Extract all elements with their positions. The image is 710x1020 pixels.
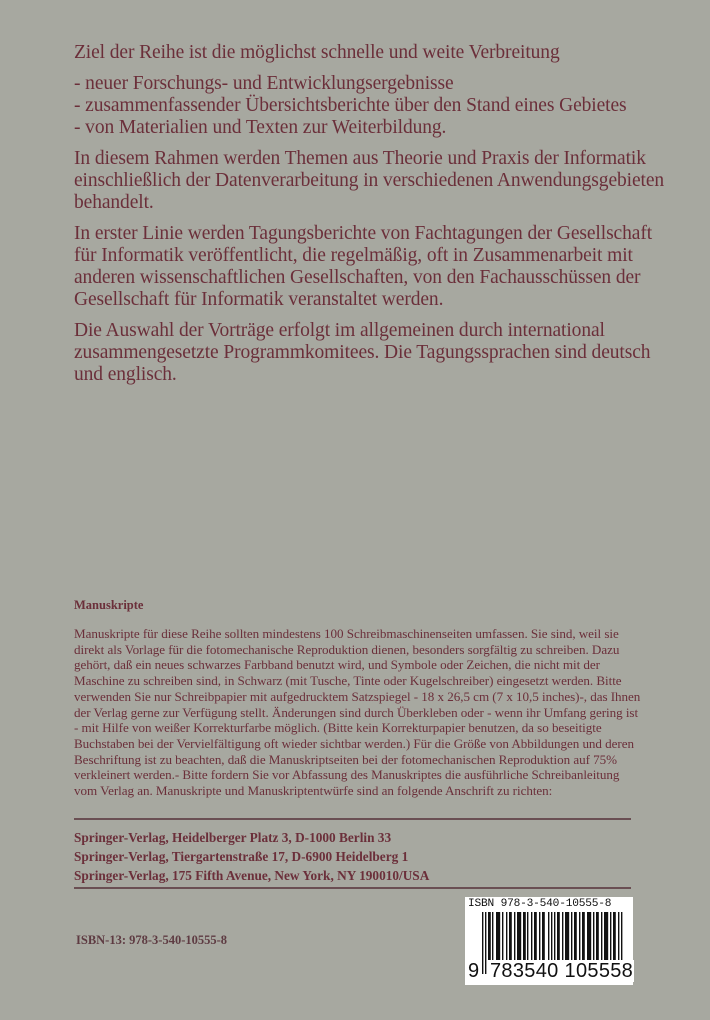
barcode-digits	[468, 960, 634, 982]
publisher-address: Springer-Verlag, Tiergartenstraße 17, D-6900 Heidelberg 1	[74, 849, 409, 864]
isbn-label: ISBN-13: 978-3-540-10555-8	[76, 933, 228, 947]
isbn-barcode	[465, 897, 633, 985]
manuscripts-heading: Manuskripte	[74, 598, 144, 612]
intro-paragraph-scope: In diesem Rahmen werden Themen aus Theorie und Praxis der Informatik einschließlich der Datenverarbeitung in verschiedenen Anwendungsgebieten behandelt.	[74, 148, 665, 213]
publisher-address-list	[74, 828, 429, 885]
intro-bullet: - von Materialien und Texten zur Weiterbildung.	[74, 117, 447, 138]
divider-bottom	[74, 887, 631, 889]
series-description	[74, 42, 674, 395]
publisher-address: Springer-Verlag, Heidelberger Platz 3, D-1000 Berlin 33	[74, 830, 392, 845]
intro-paragraph-selection: Die Auswahl der Vorträge erfolgt im allgemeinen durch international zusammengesetzte Programmkomitees. Die Tagungssprachen sind deutsch und englisch.	[74, 320, 651, 385]
barcode-isbn-text: ISBN 978-3-540-10555-8	[468, 898, 612, 910]
intro-paragraph-proceedings: In erster Linie werden Tagungsberichte von Fachtagungen der Gesellschaft für Informatik veröffentlicht, die regelmäßig, oft in Zusammenarbeit mit anderen wissenschaftlichen Gesellschaften, von den Fachausschüssen der Gesellschaft für Informatik veranstaltet werden.	[74, 223, 653, 310]
barcode-digit-group-left: 783540	[490, 960, 559, 982]
divider-top	[74, 818, 631, 820]
intro-bullet-list	[74, 73, 674, 139]
manuscripts-body: Manuskripte für diese Reihe sollten mindestens 100 Schreibmaschinenseiten umfassen. Sie sind, weil sie direkt als Vorlage für die fotomechanische Reproduktion dienen, besonders sorgfältig zu schreiben. Dazu gehört, daß ein neues schwarzes Farbband benutzt wird, und Symbole oder Zeichen, die nicht mit der Maschine zu schreiben sind, in Schwarz (mit Tusche, Tinte oder Kugelschreiber) eingesetzt werden. Bitte verwenden Sie nur Schreibpapier mit aufgedrucktem Satzspiegel - 18 x 26,5 cm (7 x 10,5 inches)-, das Ihnen der Verlag gerne zur Verfügung stellt. Änderungen sind durch Überkleben oder - wenn ihr Umfang gering ist - mit Hilfe von weißer Korrekturfarbe möglich. (Bitte kein Korrekturpapier benutzen, da so beseitigte Buchstaben bei der Vervielfältigung oft wieder sichtbar werden.) Für die Größe von Abbildungen und deren Beschriftung ist zu beachten, daß die Manuskriptseiten bei der fotomechanischen Reproduktion auf 75% verkleinert werden.- Bitte fordern Sie vor Abfassung des Manuskriptes die ausführliche Schreibanleitung vom Verlag an. Manuskripte und Manuskriptentwürfe sind an folgende Anschrift zu richten:	[74, 626, 641, 799]
barcode-lead-digit: 9	[468, 960, 480, 982]
intro-bullet: - neuer Forschungs- und Entwicklungsergebnisse	[74, 73, 454, 94]
publisher-address: Springer-Verlag, 175 Fifth Avenue, New York, NY 190010/USA	[74, 868, 430, 883]
barcode-digit-group-right: 105558	[564, 960, 634, 982]
intro-bullet: - zusammenfassender Übersichtsberichte über den Stand eines Gebietes	[74, 95, 627, 116]
intro-lead: Ziel der Reihe ist die möglichst schnelle und weite Verbreitung	[74, 42, 560, 63]
